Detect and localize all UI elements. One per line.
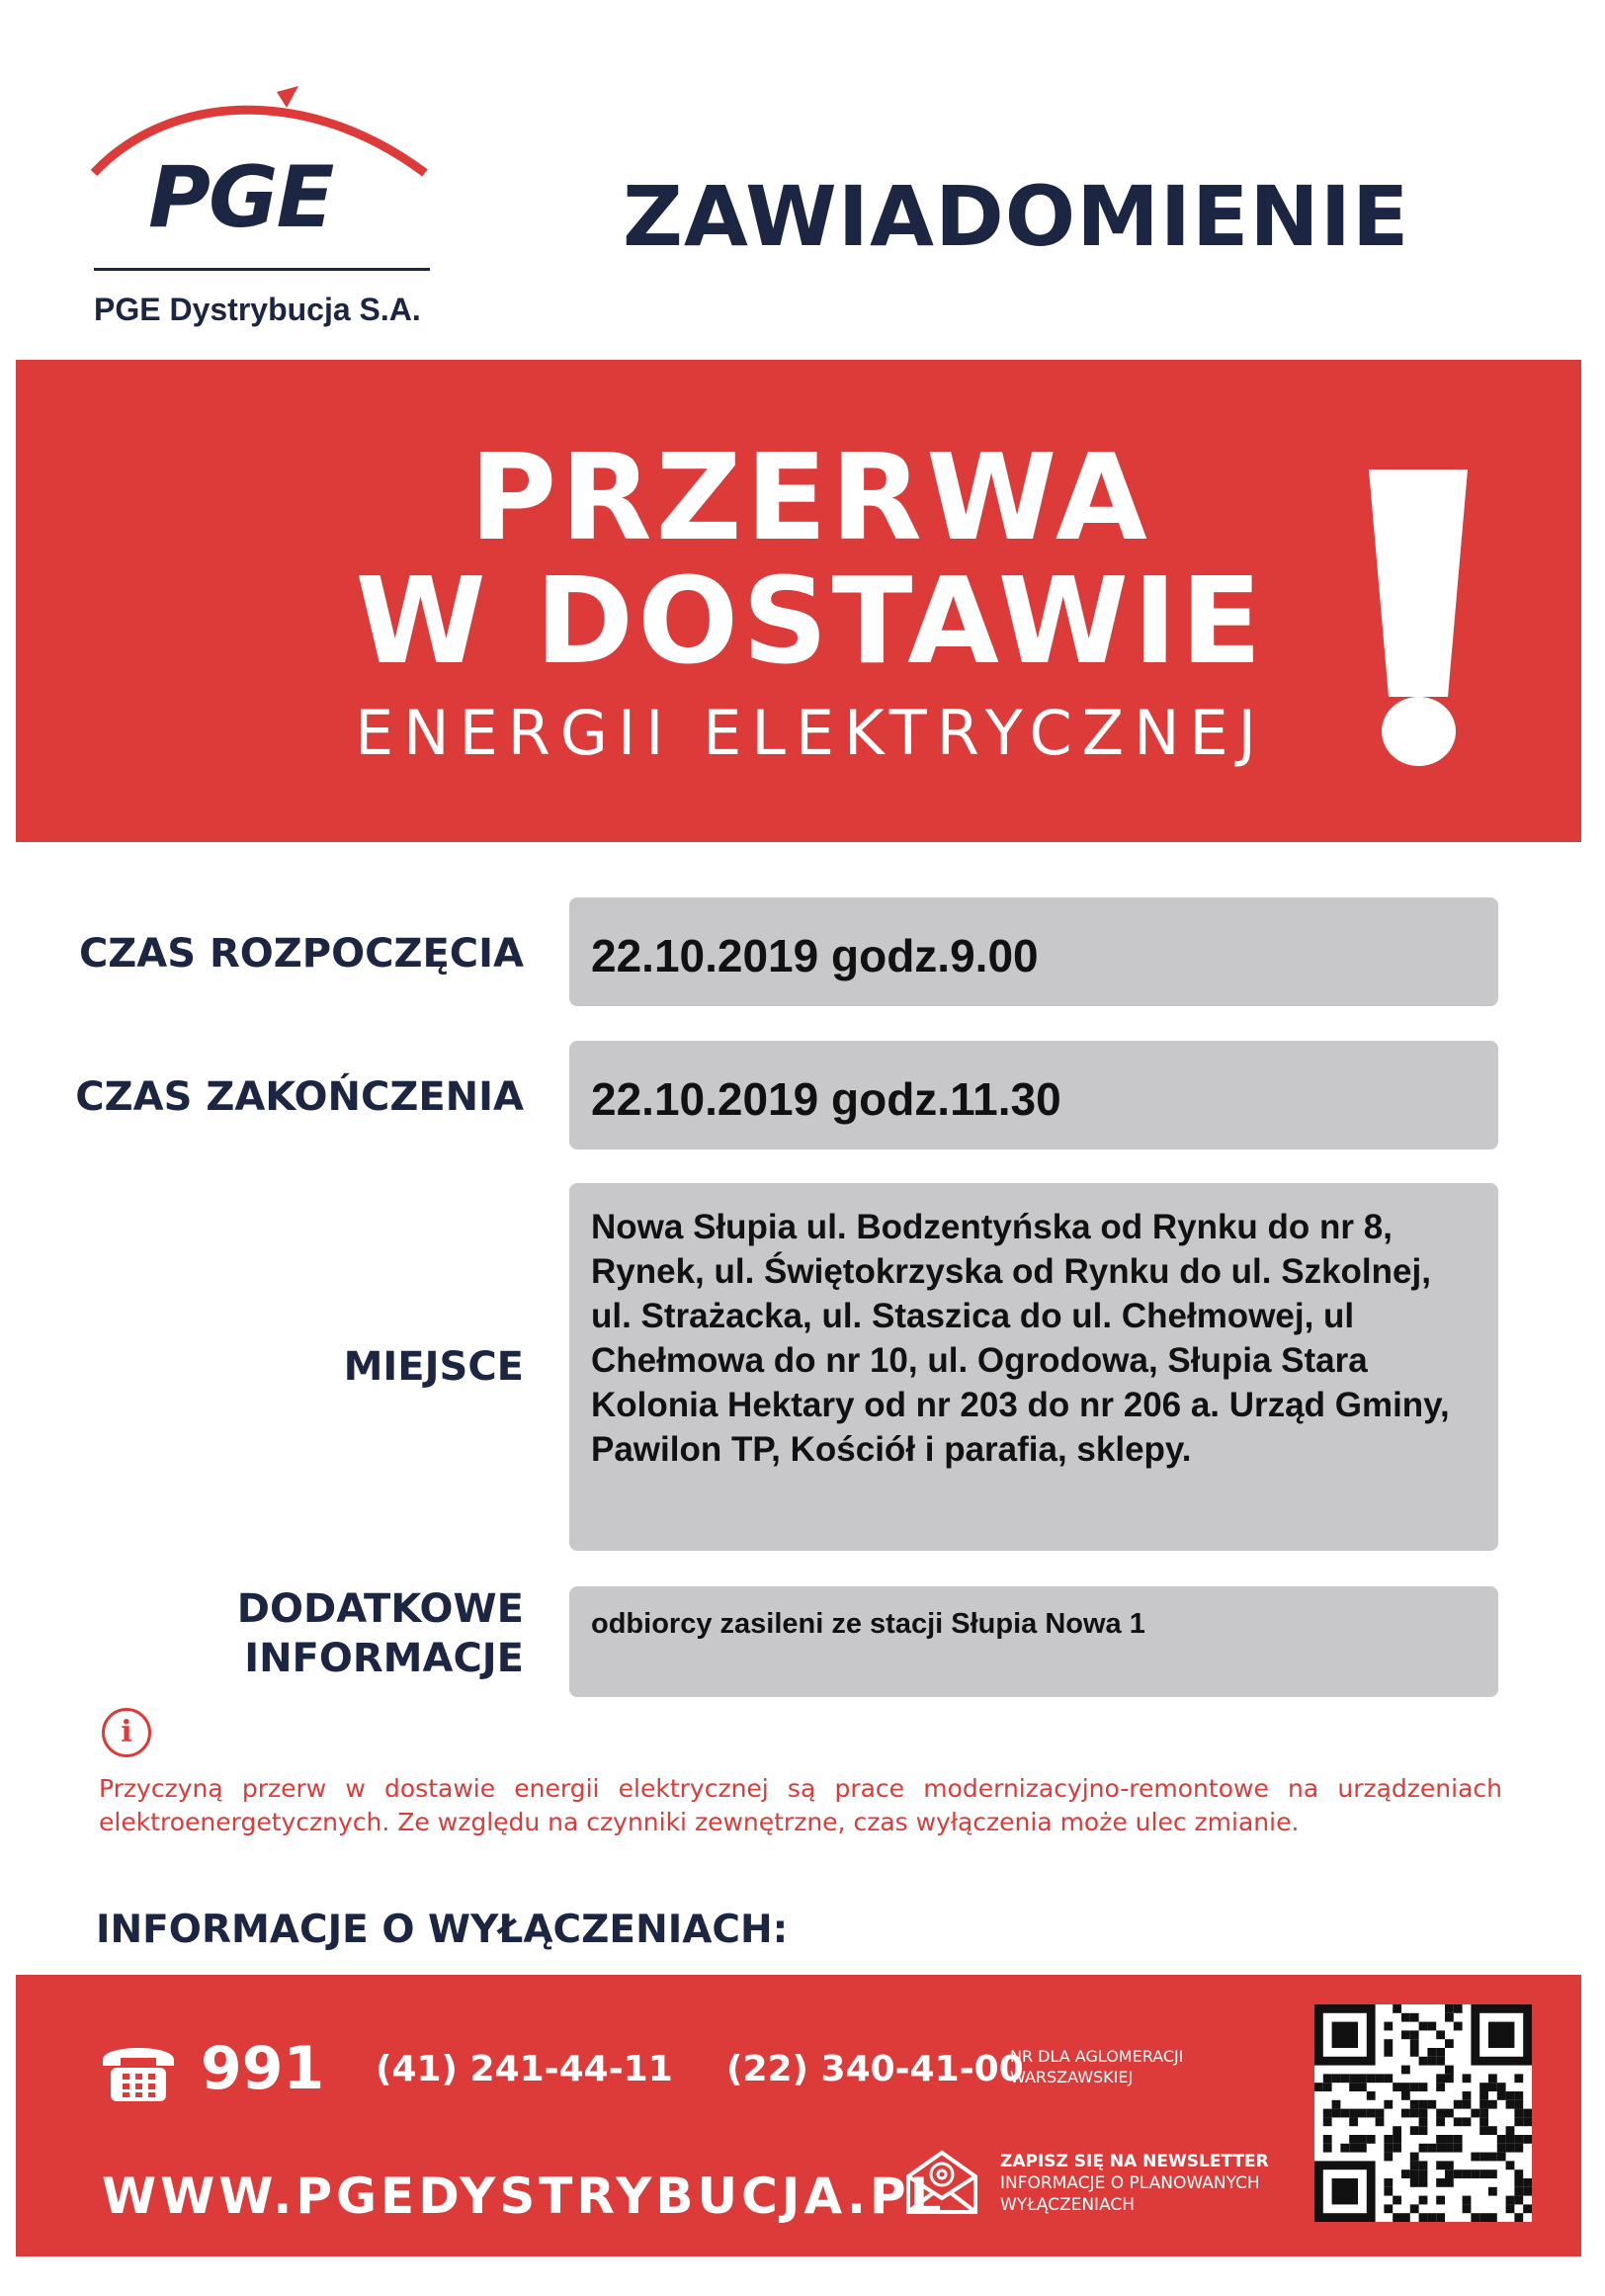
- mail-icon: [904, 2147, 979, 2216]
- warsaw-phone[interactable]: (22) 340-41-00: [726, 2049, 1024, 2089]
- newsletter-signup[interactable]: [1000, 2151, 1269, 2216]
- end-time-label: CZAS ZAKOŃCZENIA: [75, 1074, 524, 1120]
- additional-info-label: [69, 1584, 524, 1683]
- qr-code[interactable]: [1314, 2004, 1532, 2222]
- outage-info-heading: INFORMACJE O WYŁĄCZENIACH:: [96, 1908, 789, 1952]
- qr-code-graphic: [1314, 2004, 1532, 2222]
- regional-phone[interactable]: (41) 241-44-11: [376, 2049, 673, 2089]
- warsaw-phone-note-line-1: NR DLA AGLOMERACJI: [1010, 2047, 1184, 2066]
- banner-line-2: W DOSTAWIE: [355, 553, 1266, 691]
- phone-icon: [99, 2038, 178, 2103]
- start-time-field: 22.10.2019 godz.9.00: [569, 897, 1498, 1006]
- notice-title: ZAWIADOMIENIE: [623, 168, 1410, 265]
- location-label: MIEJSCE: [343, 1344, 524, 1390]
- website-link[interactable]: WWW.PGEDYSTRYBUCJA.PL: [102, 2168, 946, 2225]
- additional-info-label-line-2: INFORMACJE: [244, 1636, 524, 1681]
- additional-info-label-line-1: DODATKOWE: [236, 1586, 524, 1632]
- logo-text: PGE: [148, 148, 333, 247]
- newsletter-subtitle-line-2: WYŁĄCZENIACH: [1000, 2195, 1136, 2215]
- warsaw-phone-note-line-2: WARSZAWSKIEJ: [1010, 2068, 1134, 2086]
- company-name: PGE Dystrybucja S.A.: [94, 292, 421, 327]
- end-time-field: 22.10.2019 godz.11.30: [569, 1041, 1498, 1149]
- exclamation-dot: [1382, 697, 1456, 766]
- newsletter-subtitle-line-1: INFORMACJE O PLANOWANYCH: [1000, 2173, 1260, 2193]
- newsletter-title[interactable]: ZAPISZ SIĘ NA NEWSLETTER: [1000, 2152, 1269, 2171]
- warsaw-phone-note: [1010, 2046, 1183, 2087]
- cause-notice: Przyczyną przerw w dostawie energii elektrycznej są prace modernizacyjno-remontowe na urządzeniach elektroenergetycznych. Ze względu na czynniki zewnętrzne, czas wyłączenia może ulec zmianie.: [99, 1774, 1502, 1836]
- banner-line-3: ENERGII ELEKTRYCZNEJ: [355, 697, 1266, 769]
- info-icon: i: [102, 1708, 151, 1757]
- banner-line-1: PRZERWA: [469, 430, 1151, 567]
- logo-divider: [94, 268, 430, 271]
- emergency-phone[interactable]: 991: [201, 2034, 325, 2103]
- location-field: Nowa Słupia ul. Bodzentyńska od Rynku do nr 8, Rynek, ul. Świętokrzyska od Rynku do ul. Szkolnej, ul. Strażacka, ul. Staszica do ul. Chełmowej, ul Chełmowa do nr 10, ul. Ogrodowa, Słupia Stara Kolonia Hektary od nr 203 do nr 206 a. Urząd Gminy, Pawilon TP, Kościół i parafia, sklepy.: [569, 1183, 1498, 1551]
- additional-info-field: odbiorcy zasileni ze stacji Słupia Nowa 1: [569, 1586, 1498, 1697]
- start-time-label: CZAS ROZPOCZĘCIA: [78, 931, 524, 977]
